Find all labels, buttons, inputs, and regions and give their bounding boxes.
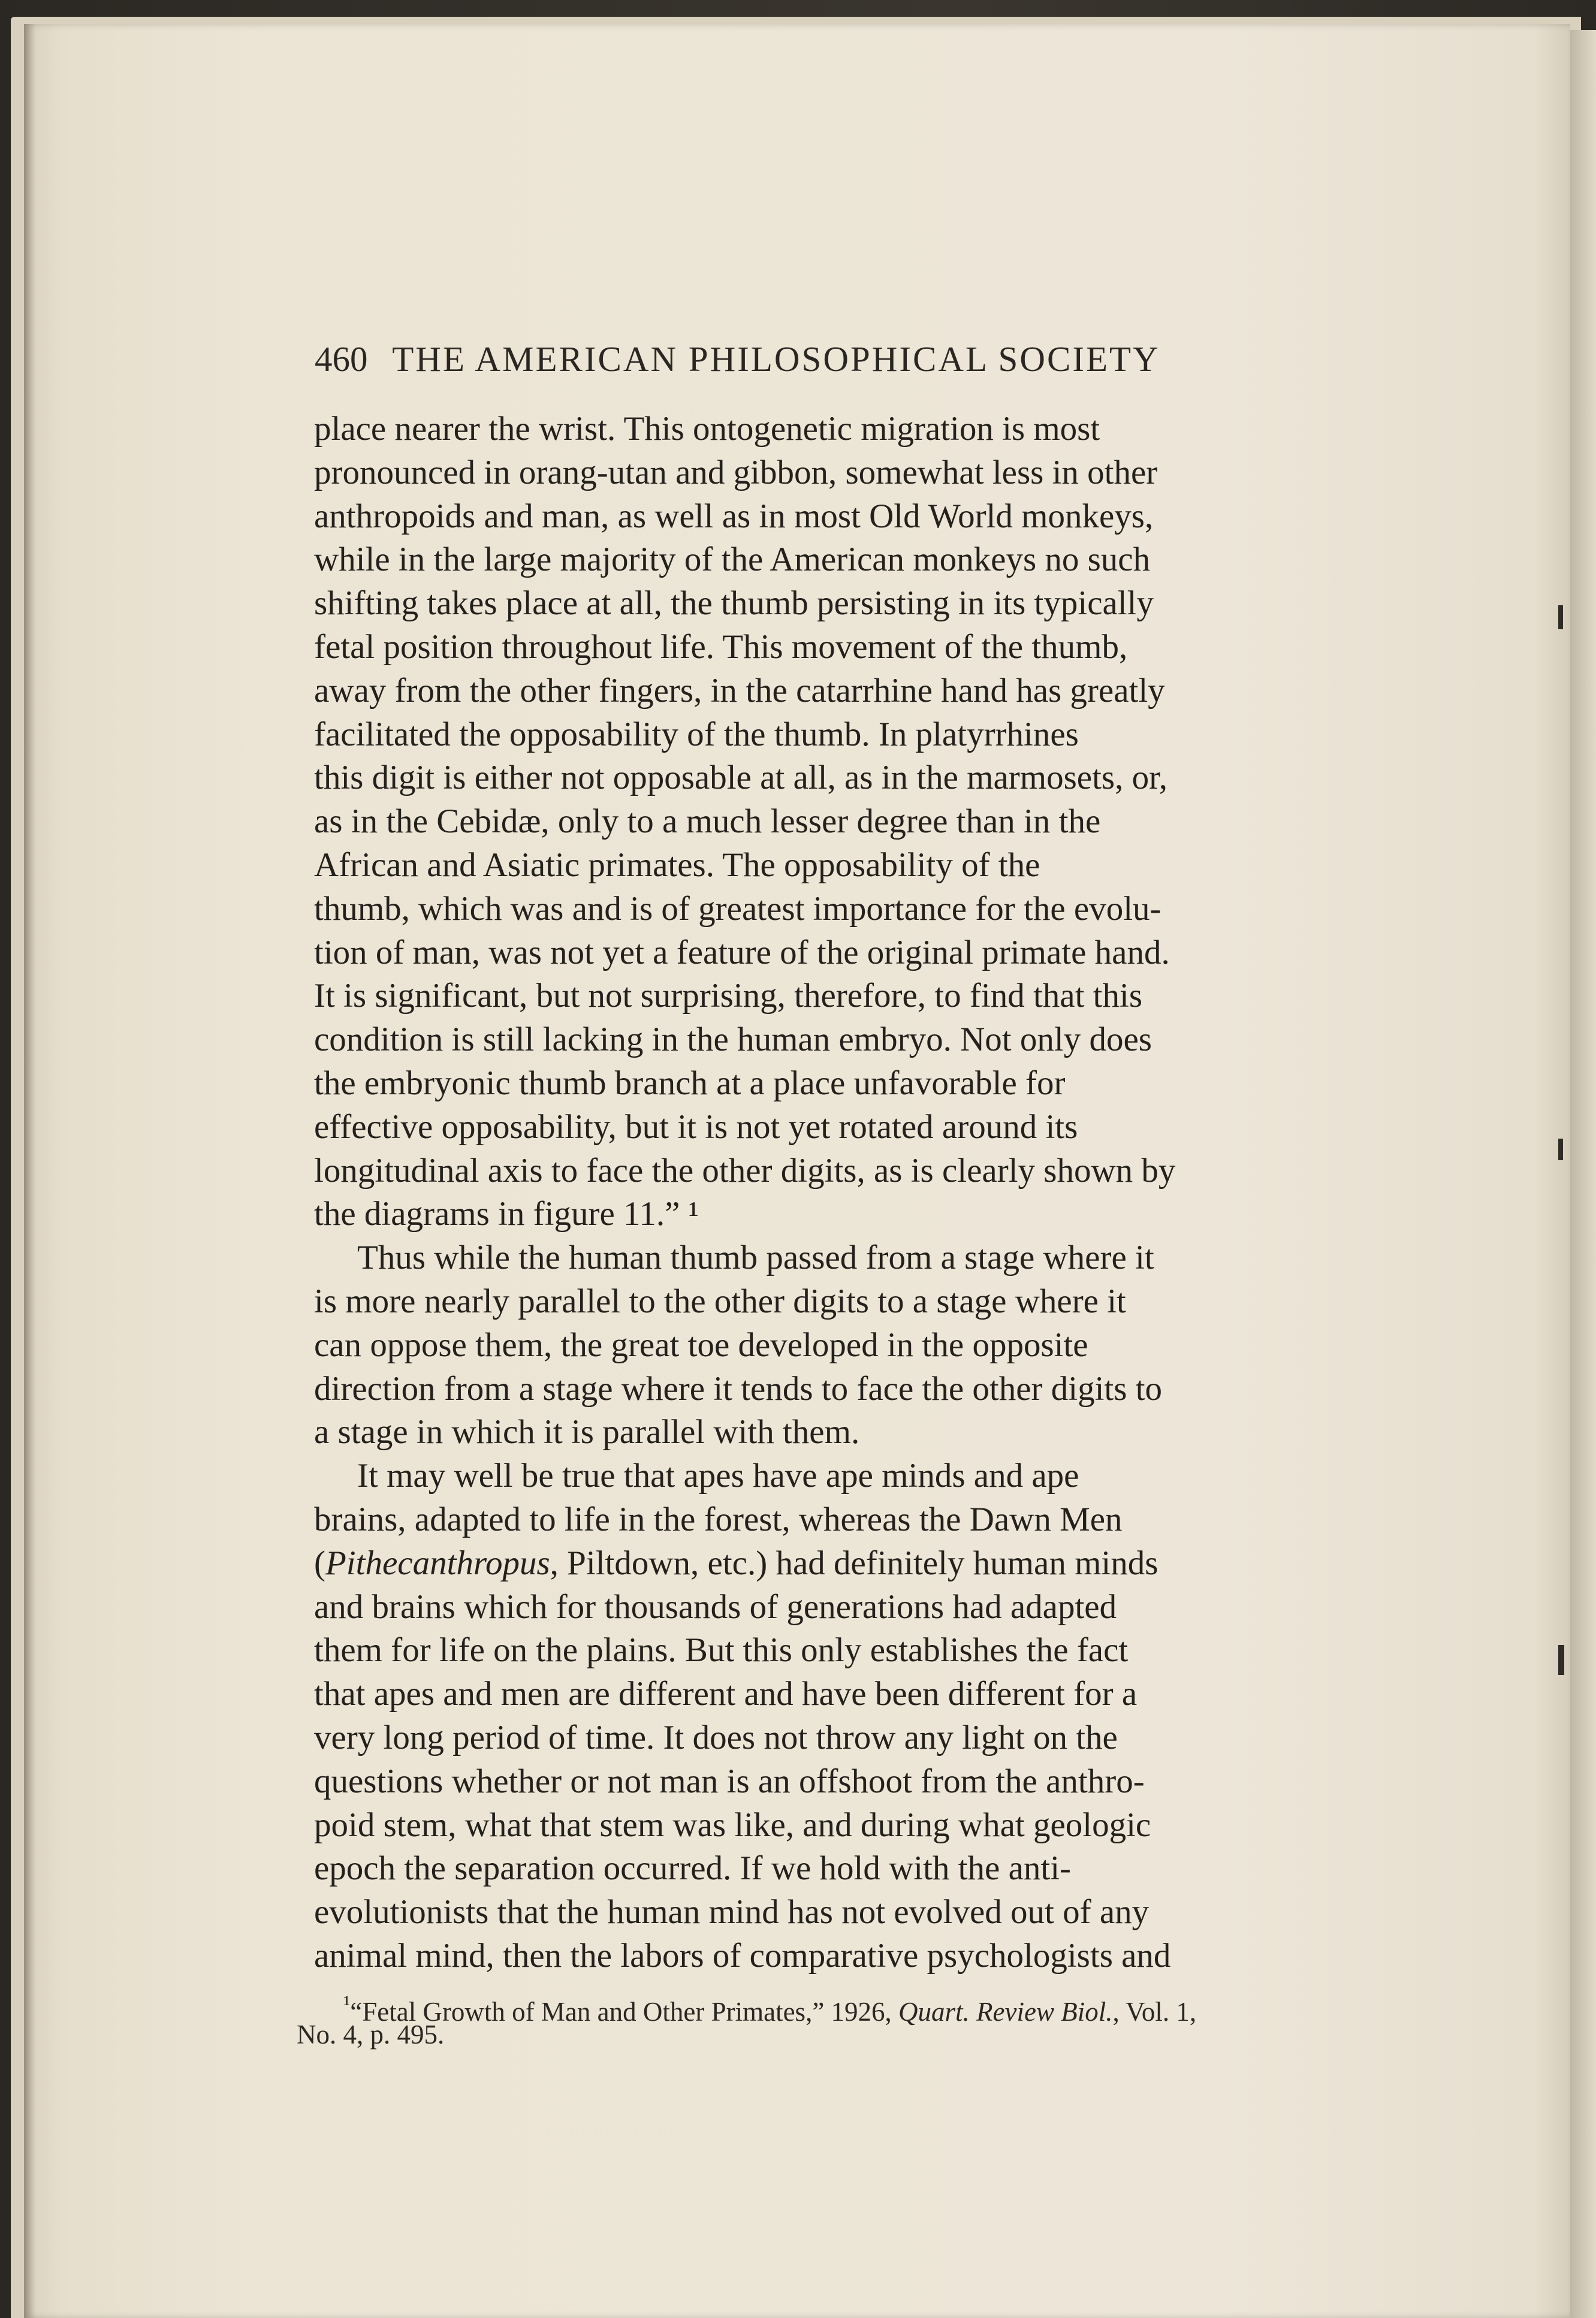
text-line: It is significant, but not surprising, therefore, to find that this: [314, 977, 1143, 1015]
text-line: poid stem, what that stem was like, and during what geologic: [314, 1806, 1151, 1844]
page-edge-mark: [1558, 605, 1563, 629]
page-edge-mark: [1558, 1645, 1564, 1675]
footnote-marker: ¹: [343, 1992, 351, 2017]
text-line: longitudinal axis to face the other digits, as is clearly shown by: [314, 1151, 1176, 1190]
text-line: as in the Cebidæ, only to a much lesser degree than in the: [314, 802, 1101, 841]
text-line: epoch the separation occurred. If we hold with the anti-: [314, 1849, 1072, 1888]
text-line: brains, adapted to life in the forest, whereas the Dawn Men: [314, 1500, 1123, 1538]
page-gutter-shadow: [24, 24, 36, 2318]
text-line: facilitated the opposability of the thumb. In platyrrhines: [314, 715, 1079, 753]
text-line: anthropoids and man, as well as in most Old World monkeys,: [314, 497, 1154, 535]
page-number: 460: [315, 339, 368, 379]
text-line: place nearer the wrist. This ontogenetic migration is most: [314, 410, 1100, 448]
footnote-journal: Quart. Review Biol.: [898, 1997, 1113, 2027]
text-line: questions whether or not man is an offshoot from the anthro-: [314, 1762, 1145, 1800]
italic-genus-name: Pithecanthropus: [325, 1544, 550, 1582]
text-line: and brains which for thousands of generations had adapted: [314, 1587, 1117, 1626]
text-line: them for life on the plains. But this only establishes the fact: [314, 1631, 1129, 1670]
text-fragment: (: [314, 1544, 325, 1582]
footnote-line: No. 4, p. 495.: [297, 2020, 445, 2050]
text-line: fetal position throughout life. This movement of the thumb,: [314, 627, 1128, 666]
text-line: the diagrams in figure 11.” ¹: [314, 1195, 699, 1233]
running-head: [315, 339, 1214, 393]
text-line: condition is still lacking in the human embryo. Not only does: [314, 1021, 1152, 1059]
footnote: [297, 1990, 1316, 2050]
text-line: a stage in which it is parallel with them.: [314, 1413, 860, 1451]
text-line: while in the large majority of the American monkeys no such: [314, 541, 1151, 579]
page-edge-mark: [1558, 1139, 1563, 1160]
footnote-line: [297, 1990, 1316, 2027]
text-fragment: , Piltdown, etc.) had definitely human minds: [550, 1544, 1158, 1582]
text-line: the embryonic thumb branch at a place unfavorable for: [314, 1064, 1066, 1102]
text-line: effective opposability, but it is not yet rotated around its: [314, 1107, 1078, 1146]
footnote-volume: , Vol. 1,: [1112, 1997, 1197, 2027]
text-line: pronounced in orang-utan and gibbon, somewhat less in other: [314, 453, 1158, 491]
text-line: tion of man, was not yet a feature of the original primate hand.: [314, 933, 1170, 971]
text-line: African and Asiatic primates. The opposability of the: [314, 846, 1040, 884]
text-line: animal mind, then the labors of comparative psychologists and: [314, 1936, 1171, 1975]
text-line: direction from a stage where it tends to face the other digits to: [314, 1369, 1163, 1408]
body-text: [314, 408, 1309, 1978]
paragraph-start-line: It may well be true that apes have ape minds and ape: [357, 1457, 1079, 1495]
text-line: is more nearly parallel to the other digits to a stage where it: [314, 1282, 1126, 1320]
footnote-citation: “Fetal Growth of Man and Other Primates,” 1926,: [350, 1997, 899, 2027]
text-line: thumb, which was and is of greatest importance for the evolu-: [314, 889, 1161, 928]
text-line: very long period of time. It does not throw any light on the: [314, 1718, 1118, 1756]
text-line: evolutionists that the human mind has not evolved out of any: [314, 1893, 1150, 1931]
paragraph-start-line: Thus while the human thumb passed from a stage where it: [357, 1239, 1154, 1277]
text-line: away from the other fingers, in the catarrhine hand has greatly: [314, 671, 1165, 710]
text-line: can oppose them, the great toe developed in the opposite: [314, 1326, 1088, 1364]
text-line: this digit is either not opposable at all, as in the marmosets, or,: [314, 759, 1168, 797]
text-line: shifting takes place at all, the thumb persisting in its typically: [314, 584, 1154, 623]
text-line-with-italic: [314, 1542, 1309, 1586]
text-line: that apes and men are different and have been different for a: [314, 1675, 1138, 1713]
journal-title: THE AMERICAN PHILOSOPHICAL SOCIETY: [392, 339, 1160, 379]
